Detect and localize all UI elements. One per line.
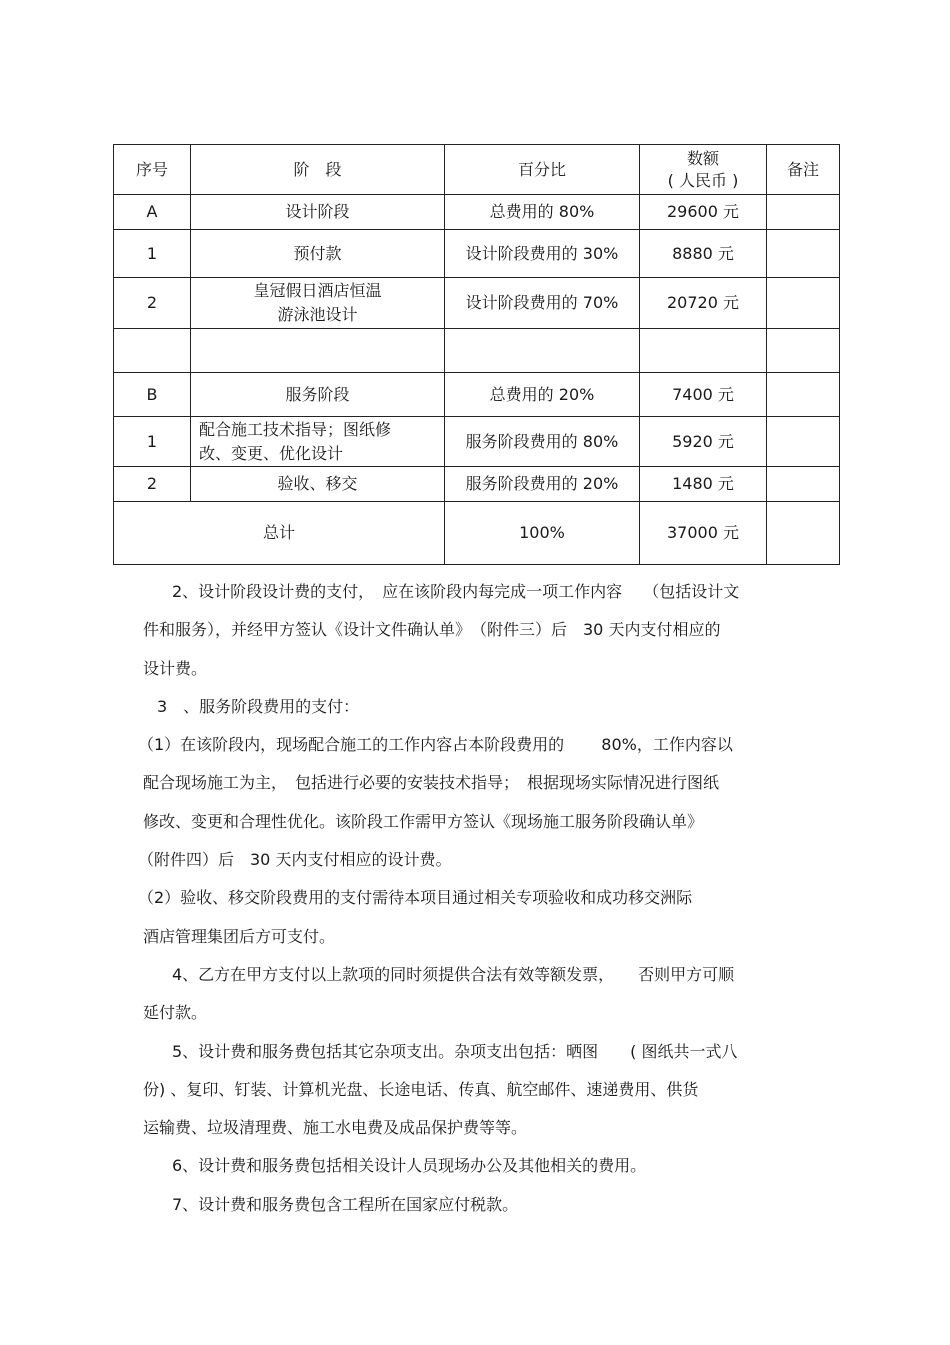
row-percent: 服务阶段费用的 20%: [445, 467, 640, 502]
row-amount: 20720 元: [640, 278, 767, 329]
paragraph-line: 3 、服务阶段费用的支付：: [157, 696, 360, 716]
paragraph-line: 4、乙方在甲方支付以上款项的同时须提供合法有效等额发票， 否则甲方可顺: [172, 964, 735, 984]
fee-schedule-table: [113, 144, 840, 565]
paragraph-line: 运输费、垃圾清理费、施工水电费及成品保护费等等。: [143, 1118, 528, 1138]
row-remark: [767, 467, 840, 502]
row-stage: 预付款: [191, 230, 445, 278]
table-header-row: [114, 145, 840, 195]
row-amount: 7400 元: [640, 373, 767, 417]
header-no: 序号: [114, 145, 191, 195]
row-remark: [767, 373, 840, 417]
row-no: 1: [114, 230, 191, 278]
row-amount: 5920 元: [640, 417, 767, 467]
paragraph-line: 件和服务），并经甲方签认《设计文件确认单》 （附件三）后 30 天内支付相应的: [143, 620, 721, 640]
paragraph-line: 7、设计费和服务费包含工程所在国家应付税款。: [172, 1194, 519, 1214]
header-stage: 阶 段: [191, 145, 445, 195]
row-percent: 总费用的 80%: [445, 195, 640, 230]
row-percent: 设计阶段费用的 30%: [445, 230, 640, 278]
row-no: 2: [114, 278, 191, 329]
header-remark: 备注: [767, 145, 840, 195]
row-stage: 设计阶段: [191, 195, 445, 230]
table-row: [114, 467, 840, 502]
row-stage-line1: 配合施工技术指导；图纸修: [199, 419, 392, 439]
header-amount: [640, 145, 767, 195]
paragraph-line: 6、设计费和服务费包括相关设计人员现场办公及其他相关的费用。: [172, 1156, 647, 1176]
payment-terms-text: [138, 573, 808, 1224]
paragraph-line: （2）验收、移交阶段费用的支付需待本项目通过相关专项验收和成功移交洲际: [138, 888, 693, 908]
row-no: B: [114, 373, 191, 417]
paragraph-line: 2、设计阶段设计费的支付， 应在该阶段内每完成一项工作内容 （包括设计文: [172, 582, 740, 601]
total-percent: 100%: [445, 502, 640, 565]
row-stage: 服务阶段: [191, 373, 445, 417]
paragraph-line: 酒店管理集团后方可支付。: [143, 926, 336, 946]
row-stage-line1: 皇冠假日酒店恒温: [253, 281, 382, 300]
row-no: 1: [114, 417, 191, 467]
paragraph-line: 份) 、复印、钉装、计算机光盘、长途电话、传真、航空邮件、速递费用、供货: [143, 1079, 699, 1099]
table-row: [114, 195, 840, 230]
row-remark: [767, 230, 840, 278]
total-remark: [767, 502, 840, 565]
paragraph-line: 配合现场施工为主， 包括进行必要的安装技术指导； 根据现场实际情况进行图纸: [143, 773, 720, 793]
row-remark: [767, 195, 840, 230]
total-label: 总计: [114, 502, 445, 565]
header-amount-line2: ( 人民币 ): [667, 170, 739, 190]
total-amount: 37000 元: [640, 502, 767, 565]
paragraph-line: 修改、变更和合理性优化。该阶段工作需甲方签认《现场施工服务阶段确认单》: [143, 811, 704, 831]
table-row: [114, 278, 840, 329]
header-amount-line1: 数额: [686, 148, 719, 168]
paragraph-line: （附件四）后 30 天内支付相应的设计费。: [138, 850, 452, 870]
row-remark: [767, 417, 840, 467]
paragraph-line: 5、设计费和服务费包括其它杂项支出。杂项支出包括：晒图 ( 图纸共一式八: [172, 1041, 738, 1061]
row-stage: [191, 417, 445, 467]
row-stage: 验收、移交: [191, 467, 445, 502]
row-stage: [191, 278, 445, 329]
row-percent: 服务阶段费用的 80%: [445, 417, 640, 467]
paragraph-line: 延付款。: [143, 1003, 208, 1023]
row-percent: 总费用的 20%: [445, 373, 640, 417]
paragraph-line: （1）在该阶段内，现场配合施工的工作内容占本阶段费用的 80%，工作内容以: [138, 735, 733, 755]
header-percent: 百分比: [445, 145, 640, 195]
table-row-empty: [114, 329, 840, 373]
row-stage-line2: 改、变更、优化设计: [199, 443, 344, 463]
row-stage-line2: 游泳池设计: [277, 305, 358, 324]
row-remark: [767, 278, 840, 329]
table-row: [114, 417, 840, 467]
table-row: [114, 373, 840, 417]
paragraph-line: 设计费。: [143, 658, 208, 678]
row-no: 2: [114, 467, 191, 502]
row-amount: 8880 元: [640, 230, 767, 278]
row-amount: 1480 元: [640, 467, 767, 502]
row-percent: 设计阶段费用的 70%: [445, 278, 640, 329]
table-total-row: [114, 502, 840, 565]
table-row: [114, 230, 840, 278]
row-no: A: [114, 195, 191, 230]
row-amount: 29600 元: [640, 195, 767, 230]
